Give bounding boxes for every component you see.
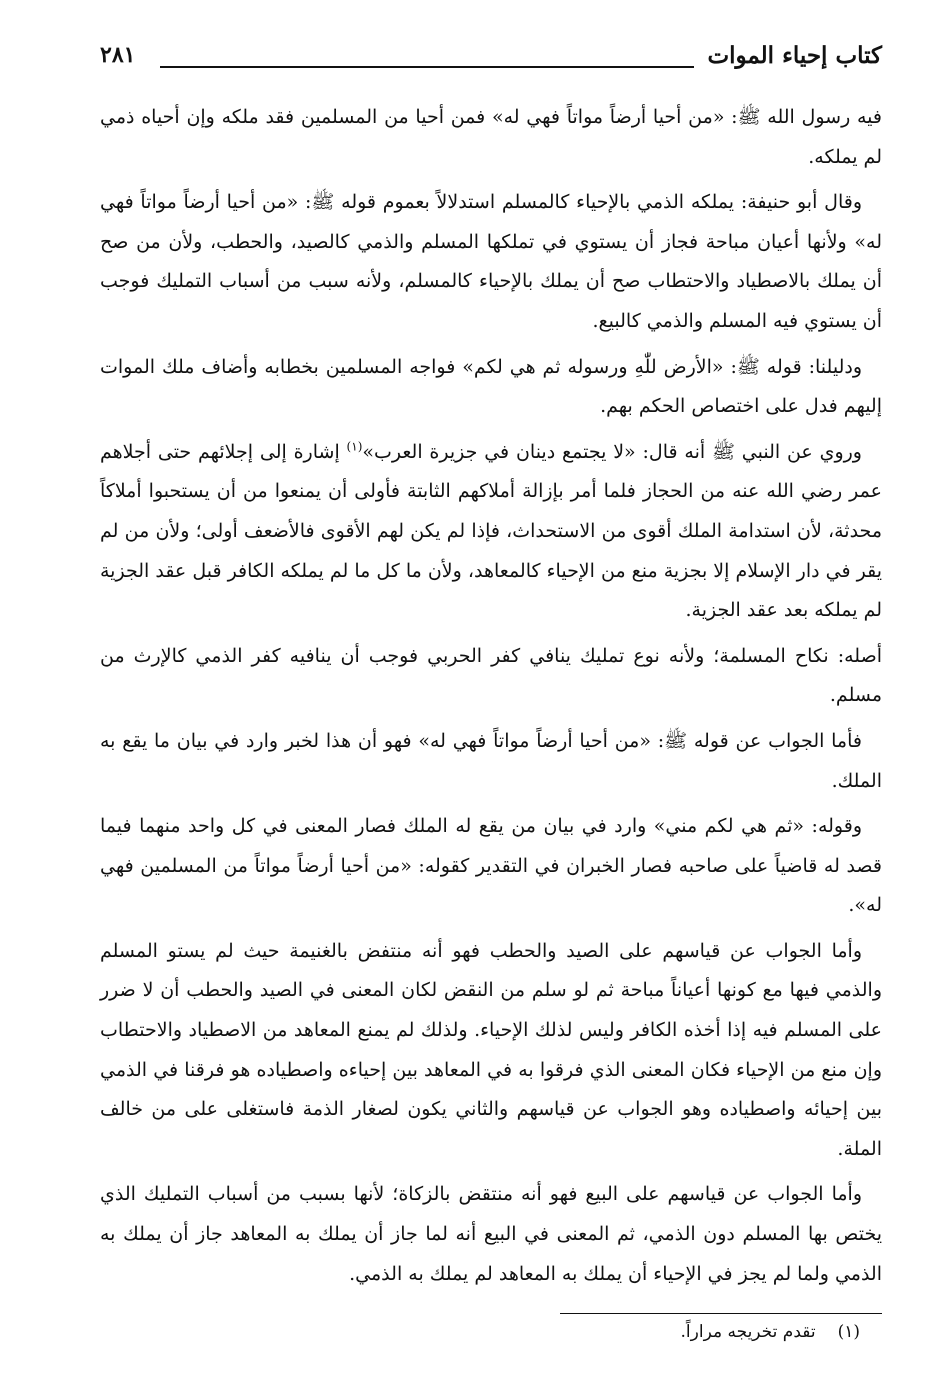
paragraph: وأما الجواب عن قياسهم على الصيد والحطب فهو أنه منتفض بالغنيمة حيث لم يستو المسلم والذمي فيها مع كونها أعياناً مباحة ثم لو سلم من النقض لكان المعنى في الصيد والحطب أن لا ضرر على المسلم فيه إذا أخذه الكافر وليس لذلك الإحياء. ولذلك لم يمنع المعاهد من الاصطياد والاحتطاب وإن منع من الإحياء فكان المعنى الذي فرقوا به في المعاهد بين إحياءه واصطياده هو فرقنا في الذمي بين إحيائه واصطياده وهو الجواب عن قياسهم والثاني يكون لصغار الذمة فاستغلى على من خالف الملة. [100,939,882,1160]
footnote-text: تقدم تخريجه مراراً. [680,1322,816,1342]
paragraph: فأما الجواب عن قوله ﷺ: «من أحيا أرضاً مواتاً فهي له» فهو أن هذا لخبر وارد في بيان ما يقع به الملك. [100,729,882,792]
paragraph: فيه رسول الله ﷺ: «من أحيا أرضاً مواتاً فهي له» فمن أحيا من المسلمين فقد ملكه وإن أحياه ذمي لم يملكه. [100,106,882,168]
paragraph-text: وروي عن النبي ﷺ أنه قال: «لا يجتمع دينان في جزيرة العرب» [362,440,862,463]
paragraph: وأما الجواب عن قياسهم على البيع فهو أنه منتقض بالزكاة؛ لأنها بسبب من أسباب التمليك الذي يختص بها المسلم دون الذمي، ثم المعنى في البيع أنه لما جاز أن يملك به المعاهد جاز أن يملك به الذمي ولما لم يجز في الإحياء أن يملك به المعاهد لم يملك به الذمي. [100,1183,882,1285]
footnote-separator [560,1313,882,1314]
footnote [681,1322,860,1342]
running-title: كتاب إحياء الموات [707,42,882,69]
paragraph: أصله: نكاح المسلمة؛ ولأنه نوع تمليك ينافي كفر الحربي فوجب أن ينافيه كفر الذمي كالإرث من مسلم. [100,644,882,707]
header-rule [160,66,694,68]
paragraph-with-footnote [100,433,882,631]
page-number: ٢٨١ [100,42,136,68]
paragraph-text: إشارة إلى إجلائهم حتى أجلاهم عمر رضي الله عنه من الحجاز فلما أمر بإزالة أملاكهم الثابتة فأولى أن يمنعوا من أن يستحبوا أملاكاً محدثة، لأن استدامة الملك أقوى من الاستحداث، فإذا لم يكن لهم الأقوى فالأضعف أولى؛ ولأن من لم يقر في دار الإسلام إلا بجزية منع من الإحياء كالمعاهد، ولأن ما كل ما لم يملكه الكافر قبل عقد الجزية لم يملكه بعد عقد الجزية. [100,440,882,622]
paragraph: وقال أبو حنيفة: يملكه الذمي بالإحياء كالمسلم استدلالاً بعموم قوله ﷺ: «من أحيا أرضاً مواتاً فهي له» ولأنها أعيان مباحة فجاز أن يستوي في تملكها المسلم والذمي كالصيد، والحطب، ولأن من صح أن يملك بالاصطياد والاحتطاب صح أن يملك بالإحياء كالمسلم، ولأنه سبب من أسباب التمليك فوجب أن يستوي فيه المسلم والذمي كالبيع. [100,191,882,332]
paragraph: ودليلنا: قوله ﷺ: «الأرض للّٰهِ ورسوله ثم هي لكم» فواجه المسلمين بخطابه وأضاف ملك الموات إليهم فدل على اختصاص الحكم بهم. [100,355,882,418]
paragraph: وقوله: «ثم هي لكم مني» وارد في بيان من يقع له الملك فصار المعنى في كل واحد منهما فيما قصد له قاضياً على صاحبه فصار الخبران في التقدير كقوله: «من أحيا أرضاً مواتاً من المسلمين فهي له». [100,815,882,917]
footnote-reference: (١) [346,439,363,454]
main-text [100,98,882,1300]
page-header [100,42,882,86]
footnote-number: (١) [837,1322,860,1342]
